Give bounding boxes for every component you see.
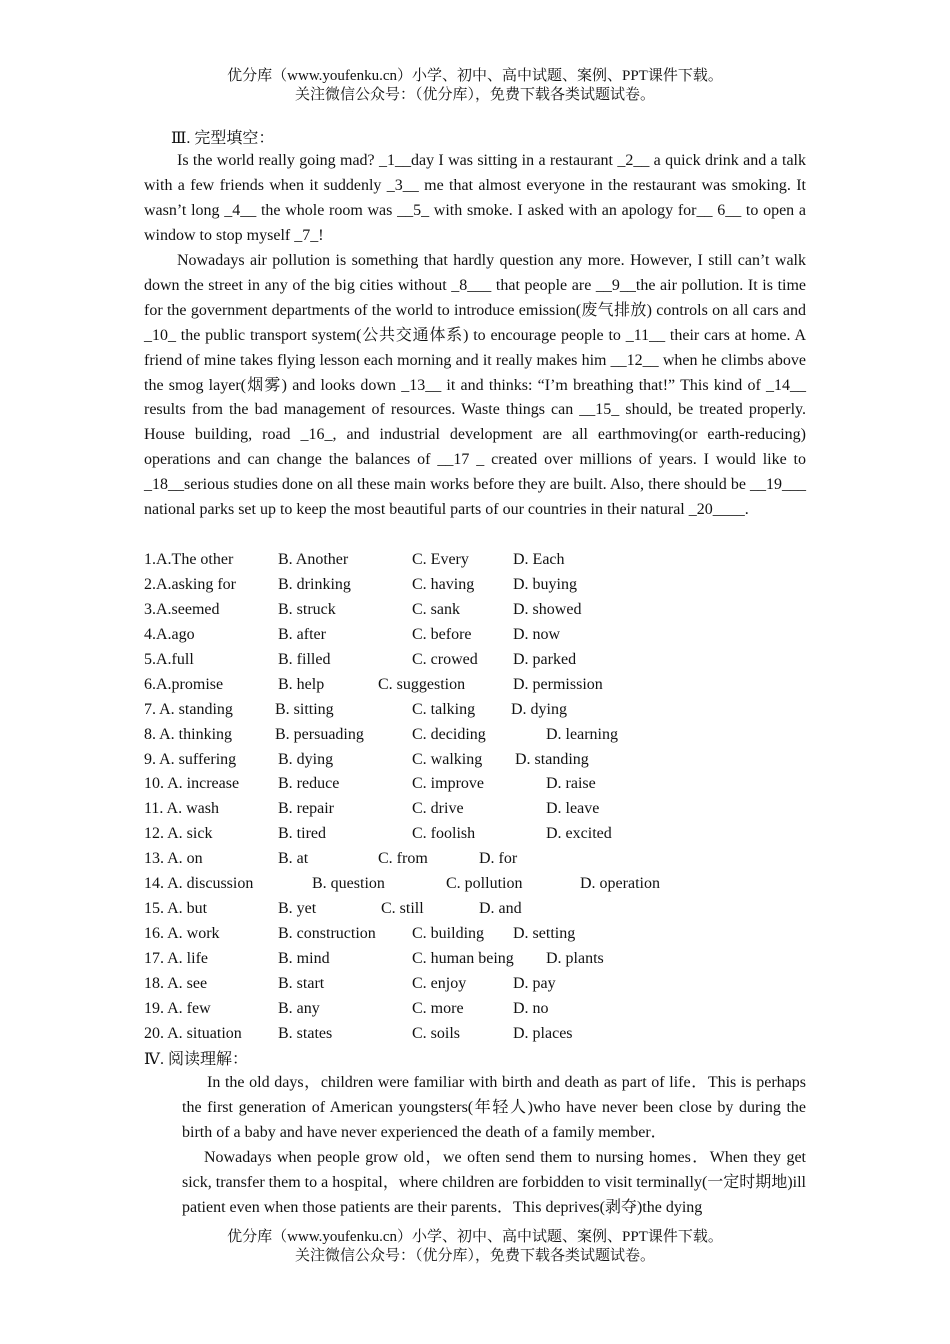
option-20-d: D. places bbox=[513, 1024, 573, 1042]
option-9-b: B. dying bbox=[278, 750, 334, 768]
option-1-b: B. Another bbox=[278, 551, 349, 568]
option-13-d: D. for bbox=[479, 850, 518, 868]
option-18-d: D. pay bbox=[513, 974, 556, 992]
option-15-a: 15. A. but bbox=[144, 900, 208, 918]
option-7-b: B. sitting bbox=[275, 700, 334, 718]
option-19-a: 19. A. few bbox=[144, 999, 211, 1017]
option-8-c: C. deciding bbox=[412, 725, 486, 743]
option-13-a: 13. A. on bbox=[144, 850, 203, 868]
section-4-title: Ⅳ. 阅读理解： bbox=[144, 1051, 248, 1068]
option-3-d: D. showed bbox=[513, 600, 582, 618]
option-12-a: 12. A. sick bbox=[144, 825, 213, 843]
footer-line-1: 优分库（www.youfenku.cn）小学、初中、高中试题、案例、PPT课件下载。 bbox=[227, 1229, 723, 1245]
option-6-d: D. permission bbox=[513, 675, 603, 693]
option-3-b: B. struck bbox=[278, 600, 336, 618]
option-19-b: B. any bbox=[278, 999, 320, 1017]
option-7-d: D. dying bbox=[511, 700, 567, 718]
option-15-d: D. and bbox=[479, 900, 522, 918]
option-16-d: D. setting bbox=[513, 925, 576, 943]
option-19-d: D. no bbox=[513, 999, 549, 1017]
option-2-b: B. drinking bbox=[278, 575, 351, 593]
option-6-c: C. suggestion bbox=[378, 675, 466, 693]
option-17-a: 17. A. life bbox=[144, 950, 208, 967]
option-6-b: B. help bbox=[278, 675, 325, 693]
option-7-c: C. talking bbox=[412, 700, 476, 718]
option-9-a: 9. A. suffering bbox=[144, 750, 237, 768]
option-5-b: B. filled bbox=[278, 650, 331, 668]
option-11-b: B. repair bbox=[278, 800, 334, 818]
option-2-c: C. having bbox=[412, 575, 475, 593]
option-8-b: B. persuading bbox=[275, 725, 364, 743]
option-8-d: D. learning bbox=[546, 725, 618, 743]
option-14-c: C. pollution bbox=[446, 875, 523, 893]
reading-paragraph-2: Nowadays when people grow old，we often send them to nursing homes．When they get sick, transfer them to a hospital，where children are forbidden to visit terminally(一定时期地)ill patient even when those patients are their parents．This deprives(剥夺)the dying bbox=[182, 1149, 806, 1216]
option-10-c: C. improve bbox=[412, 775, 484, 793]
option-17-d: D. plants bbox=[546, 950, 604, 967]
option-9-c: C. walking bbox=[412, 750, 483, 768]
option-17-b: B. mind bbox=[278, 950, 330, 967]
option-16-b: B. construction bbox=[278, 925, 376, 943]
option-3-c: C. sank bbox=[412, 600, 460, 618]
option-4-c: C. before bbox=[412, 625, 472, 643]
option-2-d: D. buying bbox=[513, 575, 577, 593]
option-13-c: C. from bbox=[378, 850, 428, 868]
option-10-a: 10. A. increase bbox=[144, 775, 240, 793]
option-9-d: D. standing bbox=[515, 750, 589, 768]
header-line-2: 关注微信公众号：（优分库），免费下载各类试题试卷。 bbox=[294, 87, 655, 103]
option-15-b: B. yet bbox=[278, 900, 317, 918]
option-12-c: C. foolish bbox=[412, 825, 476, 843]
option-15-c: C. still bbox=[381, 900, 424, 918]
header-line-1: 优分库（www.youfenku.cn）小学、初中、高中试题、案例、PPT课件下载。 bbox=[227, 68, 723, 84]
option-11-c: C. drive bbox=[412, 800, 464, 818]
page-header bbox=[0, 67, 950, 105]
option-5-a: 5.A.full bbox=[144, 650, 194, 668]
option-11-a: 11. A. wash bbox=[144, 800, 219, 818]
option-14-b: B. question bbox=[312, 875, 385, 893]
option-10-d: D. raise bbox=[546, 775, 596, 793]
reading-paragraph-1: In the old days，children were familiar with birth and death as part of life．This is perhaps the first generation of American youngsters(年轻人)who have never been close by during the birth of a baby and have never experienced the death of a family member． bbox=[182, 1074, 806, 1141]
option-17-c: C. human being bbox=[412, 950, 514, 967]
option-5-d: D. parked bbox=[513, 650, 577, 668]
page-footer bbox=[0, 1228, 950, 1266]
cloze-paragraph-1: Is the world really going mad? _1__day I was sitting in a restaurant _2__ a quick drink and a talk with a few friends when it suddenly _3__ me that almost everyone in the restaurant was smoking. It wasn’t long _4__ the whole room was __5_ with smoke. I asked with an apology for__ 6__ to open a window to stop myself _7_! bbox=[144, 152, 806, 244]
option-18-c: C. enjoy bbox=[412, 974, 467, 992]
option-7-a: 7. A. standing bbox=[144, 700, 233, 718]
option-20-a: 20. A. situation bbox=[144, 1024, 242, 1042]
option-10-b: B. reduce bbox=[278, 775, 340, 793]
option-4-b: B. after bbox=[278, 625, 326, 643]
option-5-c: C. crowed bbox=[412, 650, 478, 668]
option-4-d: D. now bbox=[513, 625, 561, 643]
option-4-a: 4.A.ago bbox=[144, 625, 195, 643]
option-3-a: 3.A.seemed bbox=[144, 600, 220, 618]
option-16-c: C. building bbox=[412, 925, 485, 943]
option-8-a: 8. A. thinking bbox=[144, 725, 233, 743]
option-1-d: D. Each bbox=[513, 551, 565, 568]
option-2-a: 2.A.asking for bbox=[144, 575, 236, 593]
option-20-c: C. soils bbox=[412, 1024, 461, 1042]
option-1-c: C. Every bbox=[412, 551, 469, 568]
footer-line-2: 关注微信公众号：（优分库），免费下载各类试题试卷。 bbox=[294, 1248, 655, 1264]
option-14-d: D. operation bbox=[580, 875, 660, 893]
option-12-b: B. tired bbox=[278, 825, 326, 843]
option-19-c: C. more bbox=[412, 999, 464, 1017]
option-20-b: B. states bbox=[278, 1024, 333, 1042]
option-12-d: D. excited bbox=[546, 825, 612, 843]
option-18-a: 18. A. see bbox=[144, 974, 208, 992]
option-1-a: 1.A.The other bbox=[144, 551, 234, 568]
cloze-paragraph-2: Nowadays air pollution is something that hardly question any more. However, I still can’t walk down the street in any of the big cities without _8___ that people are __9__the air pollution. It is time for the government departments of the world to introduce emission(废气排放) controls on all cars and _10_ the public transport system(公共交通体系) to encourage people to _11__ their cars at home. A friend of mine takes flying lesson each morning and it really makes him __12__ when he climbs above the smog layer(烟雾) and looks down _13__ it and thinks: “I’m breathing that!” This kind of _14__ results from the bad management of resources. Waste things can __15_ should, be treated properly. House building, road _16_, and industrial development are all earthmoving(or earth-reducing) operations and can change the balances of __17 _ created over millions of years. I would like to _18__serious studies done on all these main works before they are built. Also, there should be __19___ national parks set up to keep the most beautiful parts of our countries in their natural _20____. bbox=[144, 252, 806, 519]
option-11-d: D. leave bbox=[546, 800, 600, 818]
option-6-a: 6.A.promise bbox=[144, 675, 224, 693]
section-3-title: Ⅲ. 完型填空： bbox=[171, 130, 275, 147]
option-16-a: 16. A. work bbox=[144, 925, 220, 943]
option-13-b: B. at bbox=[278, 850, 309, 868]
option-18-b: B. start bbox=[278, 974, 325, 992]
option-14-a: 14. A. discussion bbox=[144, 875, 254, 893]
